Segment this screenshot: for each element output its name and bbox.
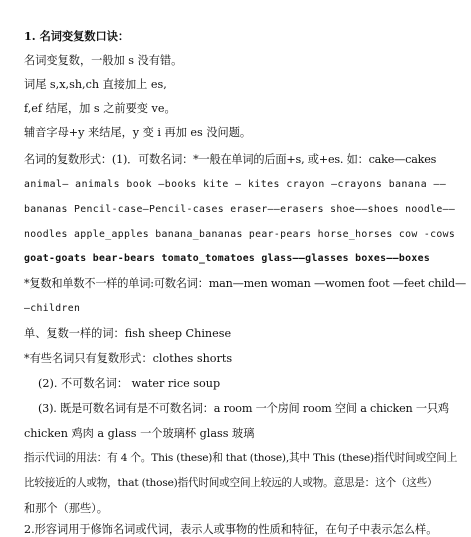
countable-uncountable-line [38,401,449,416]
uncountable-nouns-line [38,376,220,391]
heading-noun-plural-rhyme-text: 1. 名词变复数口诀： [24,29,130,43]
countable-uncountable-examples-text: chicken 鸡肉 a glass 一个玻璃杯 glass 玻璃 [24,427,255,440]
same-singular-plural-line-text: 单、复数一样的词：fish sheep Chinese [24,327,232,340]
example-line-2 [24,202,455,217]
demonstratives-line-2 [24,476,437,491]
uncountable-nouns-line-text: (2). 不可数名词： water rice soup [38,377,221,390]
irregular-plural-continuation-text: —children [24,303,81,314]
plural-only-line [24,351,232,366]
example-line-2-text: bananas Pencil-case—Pencil-cases eraser——erasers shoe——shoes noodle—— [24,204,456,215]
countable-uncountable-examples [24,426,254,441]
plural-only-line-text: *有些名词只有复数形式：clothes shorts [24,352,233,365]
rule-line-general-add-s [24,53,182,68]
example-line-4-text: goat-goats bear-bears tomato_tomatoes glass——glasses boxes——boxes [24,253,431,264]
example-line-3-text: noodles apple_apples banana_bananas pear-pears horse_horses cow -cows [24,229,456,240]
rule-line-add-es [24,77,167,92]
adjectives-heading-line-text: 2.形容词用于修饰名词或代词，表示人或事物的性质和特征，在句子中表示怎么样。 [24,523,438,536]
rule-line-add-es-text: 词尾 s,x,sh,ch 直接加上 es, [24,78,167,91]
demonstratives-line-1 [24,451,457,466]
irregular-plural-continuation [24,301,80,316]
rule-line-consonant-y [24,125,251,140]
example-line-4 [24,251,430,266]
example-line-3 [24,227,455,242]
rule-line-general-add-s-text: 名词变复数，一般加 s 没有错。 [24,54,183,67]
heading-noun-plural-rhyme [24,29,129,44]
demonstratives-line-3 [24,501,108,516]
plural-forms-intro-text: 名词的复数形式：(1)．可数名词：*一般在单词的后面+s, 或+es. 如：cake—cakes [24,153,437,166]
example-line-1 [24,177,446,192]
example-line-1-text: animal— animals book —books kite — kites crayon —crayons banana —— [24,179,447,190]
rule-line-consonant-y-text: 辅音字母+y 来结尾，y 变 i 再加 es 没问题。 [24,126,252,139]
demonstratives-line-1-text: 指示代词的用法：有 4 个。This (these)和 that (those),其中 This (these)指代时间或空间上 [24,452,458,464]
irregular-plural-line-text: *复数和单数不一样的单词:可数名词：man—men woman —women foot —feet child— [24,277,466,290]
countable-uncountable-line-text: (3). 既是可数名词有是不可数名词：a room 一个房间 room 空间 a chicken 一只鸡 [38,402,449,415]
irregular-plural-line [24,276,466,291]
demonstratives-line-3-text: 和那个（那些）。 [24,502,108,515]
rule-line-f-fe-ending [24,101,176,116]
same-singular-plural-line [24,326,231,341]
adjectives-heading-line [24,522,437,537]
plural-forms-intro [24,152,436,167]
demonstratives-line-2-text: 比较接近的人或物，that (those)指代时间或空间上较远的人或物。意思是：这个（这些） [24,477,438,489]
rule-line-f-fe-ending-text: f,ef 结尾，加 s 之前要变 ve。 [24,102,176,115]
